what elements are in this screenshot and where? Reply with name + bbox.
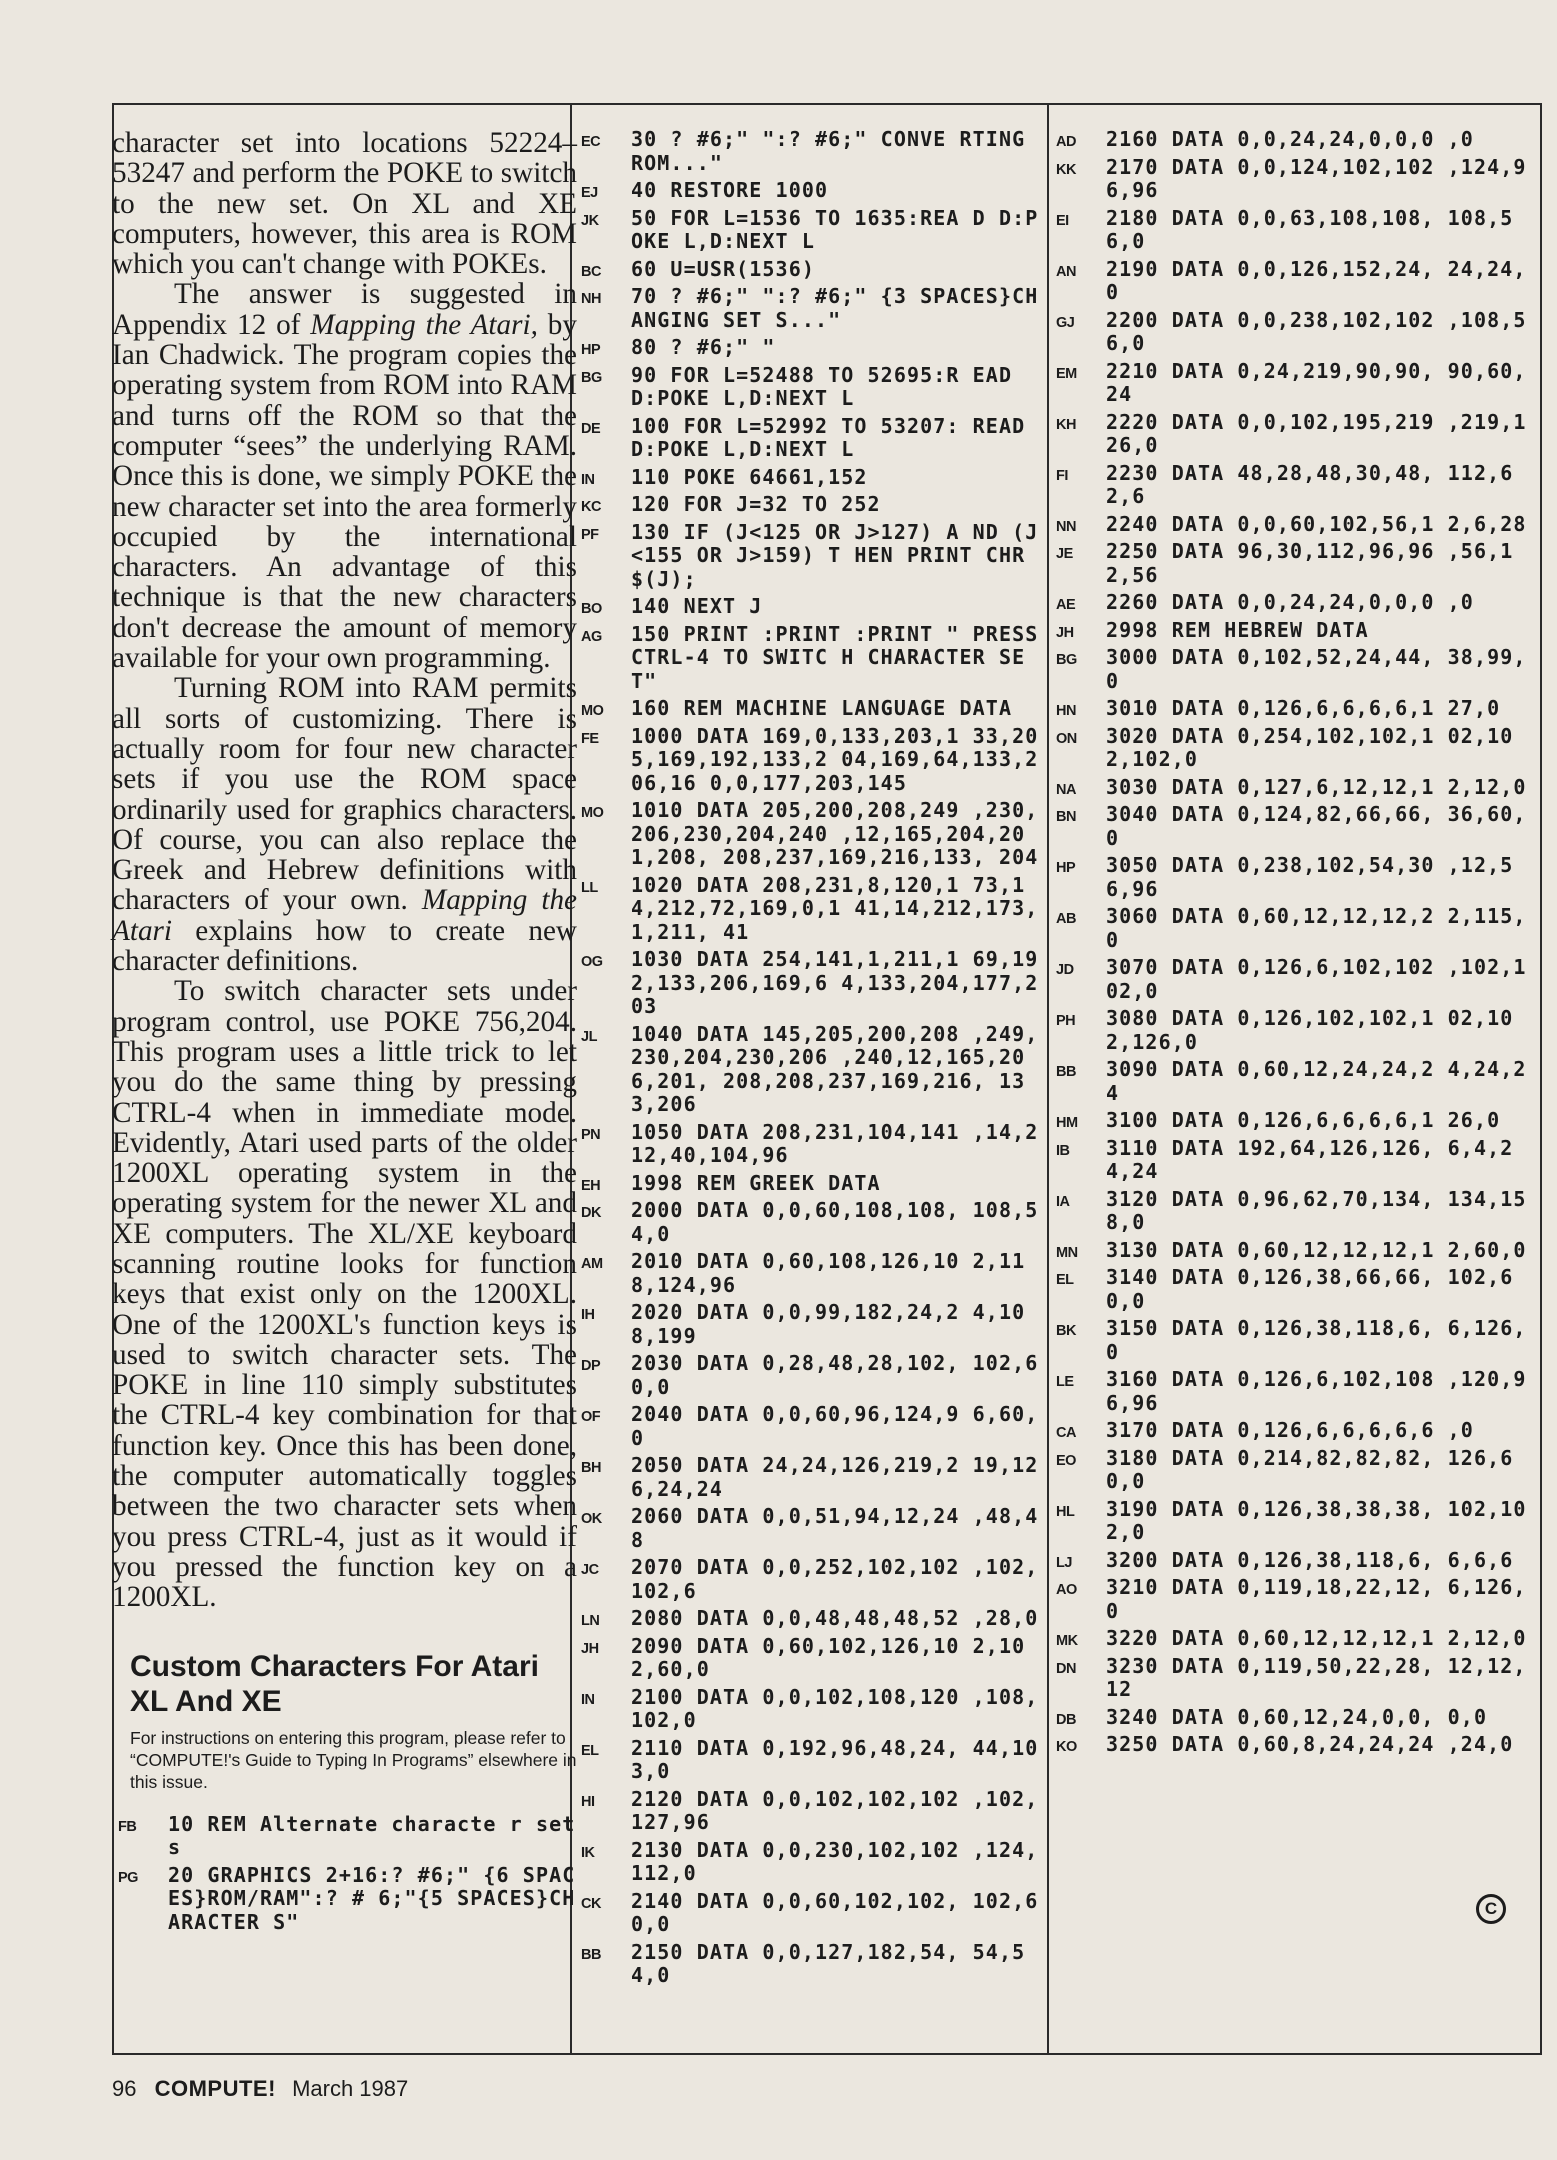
checksum-code: FE (581, 730, 599, 747)
basic-statement: 2030 DATA 0,28,48,28,102, 102,60,0 (631, 1351, 1039, 1399)
copyright-icon: C (1476, 1894, 1506, 1924)
basic-statement: 2120 DATA 0,0,102,102,102 ,102,127,96 (631, 1786, 1039, 1834)
basic-statement: 3180 DATA 0,214,82,82,82, 126,60,0 (1106, 1445, 1514, 1493)
code-line (575, 1121, 1050, 1168)
checksum-code: JH (581, 1640, 599, 1657)
code-line (575, 1607, 1050, 1631)
checksum-code: OG (581, 954, 603, 970)
code-line (1050, 1239, 1530, 1263)
checksum-code: CK (581, 1895, 601, 1912)
code-line (575, 1352, 1050, 1399)
basic-statement: 110 POKE 64661,152 (631, 464, 868, 489)
checksum-code: JE (1056, 546, 1073, 562)
checksum-code: JC (581, 1562, 599, 1578)
code-line (1050, 1007, 1530, 1054)
checksum-code: EM (1056, 365, 1077, 382)
basic-statement: 90 FOR L=52488 TO 52695:R EAD D:POKE L,D:NEXT L (631, 362, 1026, 410)
code-line (575, 874, 1050, 945)
code-line (575, 725, 1050, 796)
basic-statement: 3210 DATA 0,119,18,22,12, 6,126,0 (1106, 1575, 1527, 1623)
checksum-code: LJ (1056, 1554, 1072, 1571)
code-line (575, 1556, 1050, 1603)
checksum-code: OF (581, 1409, 601, 1425)
checksum-code: IK (581, 1844, 595, 1861)
checksum-code: AO (1056, 1582, 1077, 1598)
code-line (112, 1864, 577, 1935)
code-line (575, 1023, 1050, 1117)
basic-statement: 3220 DATA 0,60,12,12,12,1 2,12,0 (1106, 1626, 1527, 1650)
code-line (575, 207, 1050, 254)
checksum-code: HN (1056, 703, 1076, 719)
page-number: 96 (112, 2076, 137, 2101)
code-line (112, 1813, 577, 1860)
checksum-code: EJ (581, 185, 598, 201)
basic-statement: 1998 REM GREEK DATA (631, 1170, 881, 1195)
basic-statement: 2250 DATA 96,30,112,96,96 ,56,12,56 (1106, 539, 1514, 587)
basic-statement: 160 REM MACHINE LANGUAGE DATA (631, 696, 1013, 720)
checksum-code: JH (1056, 624, 1074, 641)
checksum-code: GJ (1056, 314, 1075, 331)
checksum-code: IN (581, 1691, 595, 1708)
basic-statement: 3140 DATA 0,126,38,66,66, 102,60,0 (1106, 1265, 1514, 1313)
code-line (1050, 540, 1530, 587)
basic-statement: 100 FOR L=52992 TO 53207: READ D:POKE L,D:NEXT L (631, 413, 1039, 461)
page-footer (112, 2076, 408, 2102)
code-line (1050, 803, 1530, 850)
code-line (575, 697, 1050, 721)
code-line (1050, 462, 1530, 509)
basic-statement: 2998 REM HEBREW DATA (1106, 617, 1369, 642)
checksum-code: PN (581, 1126, 601, 1143)
basic-statement: 130 IF (J<125 OR J>127) A ND (J<155 OR J>159) T HEN PRINT CHR$(J); (631, 519, 1039, 591)
program-listing-part-2 (575, 128, 1050, 1988)
paragraph-text: explains how to create new character definitions. (112, 914, 577, 978)
checksum-code: JL (581, 1028, 597, 1045)
program-listing-part-3 (1050, 128, 1530, 1757)
code-line (575, 415, 1050, 462)
code-line (1050, 646, 1530, 693)
paragraph-text: by Ian Chadwick. The program copies the operating system from ROM into RAM and turns off the ROM so that the computer “sees” the underlying RAM. Once this is done, we simply POKE the new character set into the area formerly occupied by the international characters. An advantage of this technique is that the new characters don't decrease the amount of memory available for your own programming. (112, 308, 577, 675)
basic-statement: 1000 DATA 169,0,133,203,1 33,205,169,192,133,2 04,169,64,133,206,16 0,0,177,203,145 (631, 723, 1039, 795)
code-line (575, 623, 1050, 694)
code-line (575, 1403, 1050, 1450)
code-line (1050, 854, 1530, 901)
checksum-code: DE (581, 420, 601, 437)
code-line (575, 595, 1050, 619)
checksum-code: KK (1056, 161, 1076, 178)
code-line (1050, 1733, 1530, 1757)
basic-statement: 3150 DATA 0,126,38,118,6, 6,126,0 (1106, 1316, 1527, 1364)
code-line (1050, 1266, 1530, 1313)
code-line (575, 1941, 1050, 1988)
checksum-code: IN (581, 471, 595, 488)
code-line (575, 1686, 1050, 1733)
basic-statement: 2140 DATA 0,0,60,102,102, 102,60,0 (631, 1888, 1039, 1936)
basic-statement: 1010 DATA 205,200,208,249 ,230,206,230,204,240 ,12,165,204,201,208, 208,237,169,216,133, 204 (631, 798, 1039, 869)
checksum-code: JD (1056, 962, 1074, 978)
basic-statement: 20 GRAPHICS 2+16:? #6;" {6 SPACES}ROM/RAM":? # 6;"{5 SPACES}CHARACTER S" (168, 1862, 576, 1934)
basic-statement: 2060 DATA 0,0,51,94,12,24 ,48,48 (631, 1504, 1039, 1552)
code-line (1050, 1137, 1530, 1184)
basic-statement: 60 U=USR(1536) (631, 256, 815, 281)
checksum-code: BG (581, 369, 602, 386)
basic-statement: 3020 DATA 0,254,102,102,1 02,102,102,0 (1106, 723, 1514, 771)
basic-statement: 2080 DATA 0,0,48,48,48,52 ,28,0 (631, 1606, 1039, 1630)
checksum-code: AD (1056, 134, 1076, 150)
article-paragraph: To switch character sets under program control, use POKE 756,204. This program uses a little trick to let you do the same thing by pressing CTRL-4 when in immediate mode. Evidently, Atari used parts of the older 1200XL operating system in the operating system for the newer XL and XE computers. The XL/XE keyboard scanning routine looks for function keys that exist only on the 1200XL. One of the 1200XL's function keys is used to switch character sets. The POKE in line 110 simply substitutes the CTRL-4 key combination for that function key. Once this has been done, the computer automatically toggles between the two character sets when you press CTRL-4, just as it would if you pressed the function key on a 1200XL. (112, 975, 577, 1614)
checksum-code: HL (1056, 1503, 1075, 1520)
code-line (575, 364, 1050, 411)
code-line (1050, 776, 1530, 800)
code-line (1050, 905, 1530, 952)
code-line (1050, 619, 1530, 643)
book-title: Mapping the Atari, (310, 308, 538, 341)
basic-statement: 3010 DATA 0,126,6,6,6,6,1 27,0 (1106, 696, 1501, 720)
checksum-code: BB (1056, 1064, 1076, 1080)
checksum-code: NH (581, 291, 601, 307)
basic-statement: 50 FOR L=1536 TO 1635:REA D D:POKE L,D:NEXT L (631, 205, 1039, 253)
code-line (575, 1199, 1050, 1246)
basic-statement: 3000 DATA 0,102,52,24,44, 38,99,0 (1106, 645, 1527, 693)
code-line (575, 799, 1050, 870)
code-line (575, 1454, 1050, 1501)
checksum-code: BG (1056, 652, 1077, 668)
paragraph-text: The answer is suggested in Appendix 12 of (112, 278, 577, 341)
checksum-code: EC (581, 134, 601, 150)
code-line (1050, 513, 1530, 537)
code-line (575, 493, 1050, 517)
code-line (1050, 1706, 1530, 1730)
basic-statement: 2130 DATA 0,0,230,102,102 ,124,112,0 (631, 1837, 1039, 1885)
checksum-code: LL (581, 879, 598, 896)
checksum-code: OK (581, 1511, 602, 1527)
column-2 (575, 128, 1050, 1992)
checksum-code: MN (1056, 1244, 1078, 1261)
code-line (1050, 1627, 1530, 1651)
basic-statement: 140 NEXT J (631, 594, 763, 618)
basic-statement: 3250 DATA 0,60,8,24,24,24 ,24,0 (1106, 1732, 1514, 1756)
checksum-code: FI (1056, 467, 1068, 484)
basic-statement: 2240 DATA 0,0,60,102,56,1 2,6,28 (1106, 511, 1527, 536)
listing-title: Custom Characters For Atari XL And XE (130, 1649, 539, 1718)
basic-statement: 80 ? #6;" " (631, 335, 776, 359)
code-line (1050, 309, 1530, 356)
basic-statement: 3080 DATA 0,126,102,102,1 02,102,126,0 (1106, 1006, 1514, 1054)
code-line (575, 1301, 1050, 1348)
code-line (1050, 1058, 1530, 1105)
basic-statement: 1050 DATA 208,231,104,141 ,14,212,40,104,96 (631, 1119, 1039, 1167)
checksum-code: PH (1056, 1013, 1076, 1029)
checksum-code: BC (581, 263, 601, 280)
checksum-code: HM (1056, 1115, 1078, 1131)
basic-statement: 3160 DATA 0,126,6,102,108 ,120,96,96 (1106, 1367, 1527, 1415)
basic-statement: 3190 DATA 0,126,38,38,38, 102,102,0 (1106, 1496, 1527, 1544)
basic-statement: 70 ? #6;" ":? #6;" {3 SPACES}CHANGING SET S..." (631, 284, 1039, 332)
basic-statement: 2090 DATA 0,60,102,126,10 2,102,60,0 (631, 1633, 1026, 1681)
book-title: Mapping the Atari (112, 884, 577, 947)
checksum-code: IA (1056, 1193, 1070, 1210)
basic-statement: 2160 DATA 0,0,24,24,0,0,0 ,0 (1106, 127, 1474, 151)
code-line (575, 1890, 1050, 1937)
basic-statement: 2010 DATA 0,60,108,126,10 2,118,124,96 (631, 1249, 1026, 1297)
code-line (1050, 1368, 1530, 1415)
code-line (575, 1788, 1050, 1835)
checksum-code: EO (1056, 1452, 1076, 1469)
basic-statement: 3060 DATA 0,60,12,12,12,2 2,115,0 (1106, 904, 1527, 952)
checksum-code: AG (581, 628, 602, 645)
checksum-code: HP (581, 342, 601, 358)
checksum-code: PF (581, 526, 599, 543)
basic-statement: 2020 DATA 0,0,99,182,24,2 4,108,199 (631, 1300, 1026, 1348)
checksum-code: NA (1056, 781, 1076, 798)
checksum-code: AM (581, 1256, 603, 1272)
basic-statement: 2100 DATA 0,0,102,108,120 ,108,102,0 (631, 1684, 1039, 1732)
basic-statement: 2220 DATA 0,0,102,195,219 ,219,126,0 (1106, 409, 1527, 457)
checksum-code: BK (1056, 1323, 1076, 1339)
basic-statement: 2110 DATA 0,192,96,48,24, 44,103,0 (631, 1735, 1039, 1783)
basic-statement: 2180 DATA 0,0,63,108,108, 108,56,0 (1106, 205, 1514, 253)
code-line (1050, 411, 1530, 458)
basic-statement: 2200 DATA 0,0,238,102,102 ,108,56,0 (1106, 307, 1527, 355)
checksum-code: NN (1056, 518, 1076, 535)
basic-statement: 2150 DATA 0,0,127,182,54, 54,54,0 (631, 1939, 1026, 1987)
checksum-code: PG (118, 1869, 138, 1886)
code-line (575, 336, 1050, 360)
basic-statement: 3240 DATA 0,60,12,24,0,0, 0,0 (1106, 1704, 1488, 1729)
checksum-code: BB (581, 1946, 601, 1963)
checksum-code: MK (1056, 1633, 1078, 1649)
basic-statement: 120 FOR J=32 TO 252 (631, 492, 881, 516)
checksum-code: KO (1056, 1739, 1077, 1755)
checksum-code: MO (581, 703, 604, 719)
magazine-name: COMPUTE! (154, 2076, 276, 2101)
basic-statement: 3120 DATA 0,96,62,70,134, 134,158,0 (1106, 1186, 1527, 1234)
basic-statement: 3030 DATA 0,127,6,12,12,1 2,12,0 (1106, 774, 1527, 799)
code-line (575, 258, 1050, 282)
checksum-code: LE (1056, 1374, 1074, 1390)
checksum-code: AB (1056, 911, 1076, 927)
basic-statement: 10 REM Alternate characte r sets (168, 1811, 576, 1860)
basic-statement: 2000 DATA 0,0,60,108,108, 108,54,0 (631, 1198, 1039, 1246)
basic-statement: 2070 DATA 0,0,252,102,102 ,102,102,6 (631, 1555, 1039, 1603)
article-paragraph (112, 279, 577, 673)
code-line (575, 1250, 1050, 1297)
code-line (1050, 128, 1530, 152)
issue-date: March 1987 (292, 2076, 409, 2101)
basic-statement: 3110 DATA 192,64,126,126, 6,4,24,24 (1106, 1135, 1514, 1183)
article-paragraph (112, 673, 577, 976)
checksum-code: DB (1056, 1711, 1076, 1728)
checksum-code: ON (1056, 730, 1077, 747)
code-line (575, 1737, 1050, 1784)
checksum-code: BH (581, 1460, 601, 1476)
checksum-code: AE (1056, 597, 1076, 613)
basic-statement: 30 ? #6;" ":? #6;" CONVE RTING ROM..." (631, 127, 1039, 175)
checksum-code: EH (581, 1177, 601, 1194)
checksum-code: IB (1056, 1142, 1070, 1159)
code-line (1050, 360, 1530, 407)
checksum-code: HI (581, 1793, 595, 1810)
checksum-code: BO (581, 601, 602, 617)
basic-statement: 2230 DATA 48,28,48,30,48, 112,62,6 (1106, 460, 1514, 508)
code-line (1050, 1419, 1530, 1443)
code-line (575, 179, 1050, 203)
checksum-code: FB (118, 1818, 137, 1835)
code-line (1050, 956, 1530, 1003)
listing-note: For instructions on entering this program, please refer to “COMPUTE!'s Guide to Typing In Programs” elsewhere in this issue. (130, 1727, 577, 1792)
code-line (575, 466, 1050, 490)
code-line (575, 1839, 1050, 1886)
code-line (1050, 258, 1530, 305)
checksum-code: DN (1056, 1660, 1076, 1677)
checksum-code: HP (1056, 860, 1076, 876)
code-line (1050, 1576, 1530, 1623)
checksum-code: KC (581, 499, 601, 515)
checksum-code: JK (581, 212, 599, 229)
checksum-code: KH (1056, 416, 1076, 433)
code-line (1050, 1655, 1530, 1702)
basic-statement: 3200 DATA 0,126,38,118,6, 6,6,6 (1106, 1547, 1514, 1572)
checksum-code: IH (581, 1307, 595, 1323)
code-line (575, 128, 1050, 175)
article-paragraph: character set into locations 52224–53247 and perform the POKE to switch to the new set. On XL and XE computers, however, this area is ROM which you can't change with POKEs. (112, 127, 577, 281)
code-line (1050, 1498, 1530, 1545)
column-3 (1050, 128, 1530, 1761)
basic-statement: 3230 DATA 0,119,50,22,28, 12,12,12 (1106, 1653, 1527, 1701)
checksum-code: CA (1056, 1425, 1076, 1441)
basic-statement: 3090 DATA 0,60,12,24,24,2 4,24,24 (1106, 1057, 1527, 1105)
checksum-code: EI (1056, 212, 1069, 229)
checksum-code: DK (581, 1205, 601, 1221)
code-line (575, 521, 1050, 592)
checksum-code: DP (581, 1358, 601, 1374)
basic-statement: 3170 DATA 0,126,6,6,6,6,6 ,0 (1106, 1418, 1474, 1442)
code-line (1050, 725, 1530, 772)
article-body (112, 128, 577, 1613)
basic-statement: 2190 DATA 0,0,126,152,24, 24,24,0 (1106, 256, 1527, 304)
code-line (1050, 591, 1530, 615)
basic-statement: 2050 DATA 24,24,126,219,2 19,126,24,24 (631, 1453, 1039, 1501)
basic-statement: 1030 DATA 254,141,1,211,1 69,192,133,206,169,6 4,133,204,177,203 (631, 947, 1039, 1018)
basic-statement: 3050 DATA 0,238,102,54,30 ,12,56,96 (1106, 853, 1514, 901)
basic-statement: 150 PRINT :PRINT :PRINT " PRESS CTRL-4 TO SWITC H CHARACTER SET" (631, 621, 1052, 693)
code-line (1050, 1447, 1530, 1494)
column-1 (112, 128, 577, 1938)
checksum-code: BN (1056, 809, 1076, 825)
basic-statement: 3130 DATA 0,60,12,12,12,1 2,60,0 (1106, 1237, 1527, 1262)
checksum-code: LN (581, 1613, 600, 1629)
code-line (1050, 156, 1530, 203)
checksum-code: EL (581, 1742, 599, 1759)
code-line (1050, 1188, 1530, 1235)
code-line (575, 948, 1050, 1019)
code-line (1050, 207, 1530, 254)
checksum-code: MO (581, 805, 604, 821)
basic-statement: 1040 DATA 145,205,200,208 ,249,230,204,230,206 ,240,12,165,206,201, 208,208,237,169,216, 133,206 (631, 1021, 1039, 1116)
basic-statement: 2260 DATA 0,0,24,24,0,0,0 ,0 (1106, 590, 1474, 614)
basic-statement: 40 RESTORE 1000 (631, 178, 829, 202)
basic-statement: 2170 DATA 0,0,124,102,102 ,124,96,96 (1106, 154, 1527, 202)
basic-statement: 3100 DATA 0,126,6,6,6,6,1 26,0 (1106, 1108, 1501, 1132)
checksum-code: AN (1056, 263, 1076, 280)
code-line (1050, 697, 1530, 721)
basic-statement: 3070 DATA 0,126,6,102,102 ,102,102,0 (1106, 955, 1527, 1003)
basic-statement: 2210 DATA 0,24,219,90,90, 90,60,24 (1106, 358, 1527, 406)
code-line (575, 1635, 1050, 1682)
program-listing-part-1 (112, 1813, 577, 1935)
paragraph-text: Turning ROM into RAM permits all sorts of customizing. There is actually room for four new character sets if you use the ROM space ordinarily used for graphics characters. Of course, you can also replace the Greek and Hebrew definitions with characters of your own. (112, 672, 577, 917)
checksum-code: EL (1056, 1272, 1074, 1288)
basic-statement: 2040 DATA 0,0,60,96,124,9 6,60,0 (631, 1402, 1039, 1450)
code-line (575, 1505, 1050, 1552)
basic-statement: 3040 DATA 0,124,82,66,66, 36,60,0 (1106, 802, 1527, 850)
basic-statement: 1020 DATA 208,231,8,120,1 73,14,212,72,169,0,1 41,14,212,173,1,211, 41 (631, 872, 1039, 944)
code-line (1050, 1317, 1530, 1364)
code-line (1050, 1549, 1530, 1573)
code-line (575, 1172, 1050, 1196)
code-line (1050, 1109, 1530, 1133)
code-line (575, 285, 1050, 332)
